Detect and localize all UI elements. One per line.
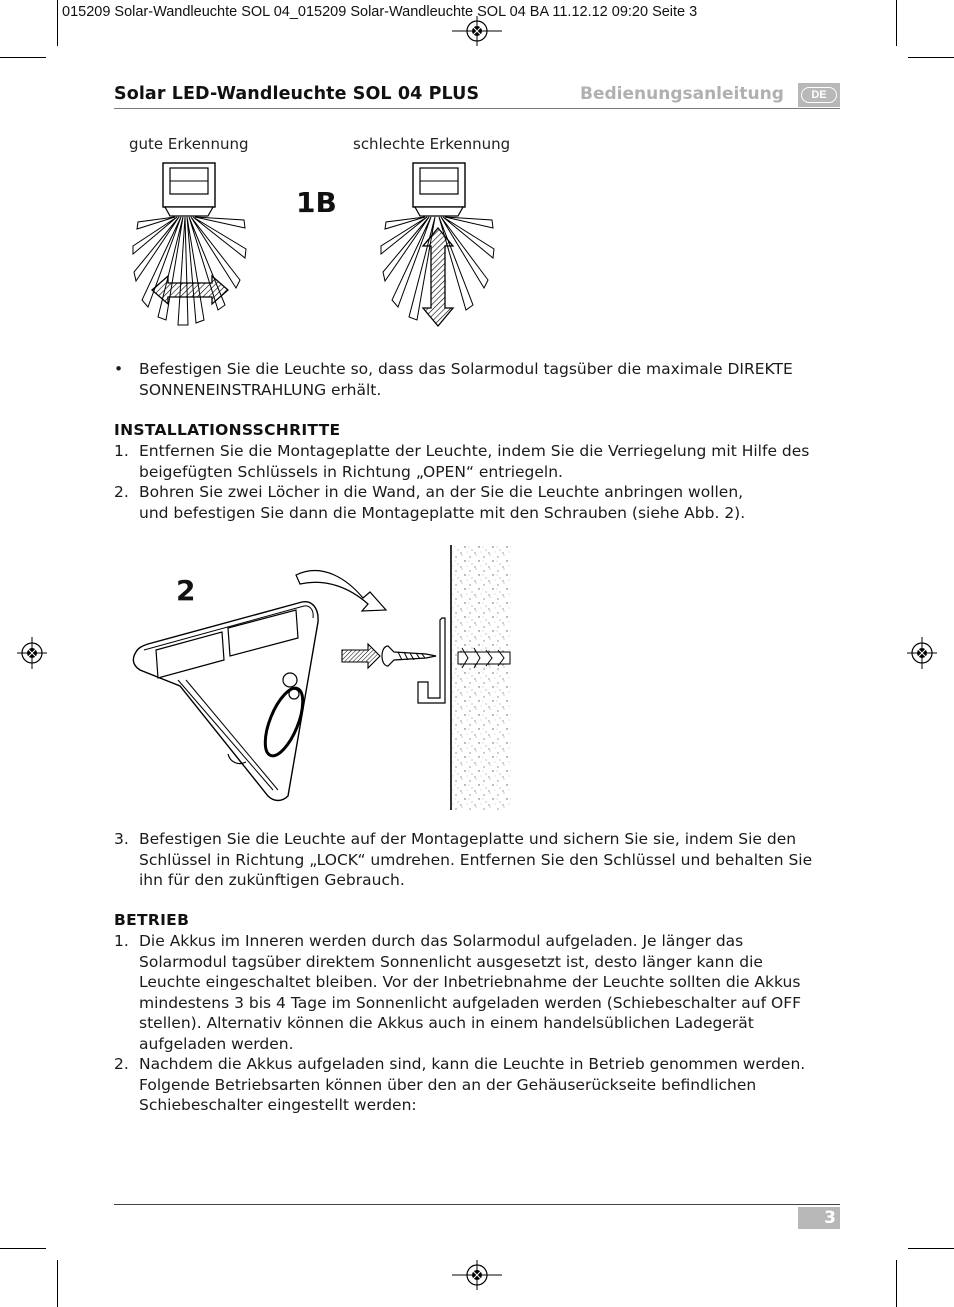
crop-mark [908, 1248, 954, 1249]
step-number: 3. [114, 830, 129, 848]
footer-rule [114, 1204, 840, 1205]
crop-mark [57, 0, 58, 46]
crop-mark [57, 1260, 58, 1307]
bullet-text: Befestigen Sie die Leuchte so, dass das Solarmodul tagsüber die maximale DIREKTE SONNENEINSTRAHLUNG erhält. [139, 360, 793, 399]
registration-mark-top [452, 16, 502, 46]
crop-mark [896, 1260, 897, 1307]
print-slug: 015209 Solar-Wandleuchte SOL 04_015209 Solar-Wandleuchte SOL 04 BA 11.12.12 09:20 Seite 3 [62, 4, 698, 20]
page-header-section: Bedienungsanleitung [580, 84, 784, 104]
step-number: 2. [114, 483, 129, 501]
step-text: Nachdem die Akkus aufgeladen sind, kann die Leuchte in Betrieb genommen werden. Folgende Betriebsarten können über den an der Gehäuserückseite befindlichen Schiebeschalter eingestellt werden: [139, 1055, 806, 1114]
crop-mark [908, 57, 954, 58]
illustration-mounting [118, 540, 518, 815]
crop-mark [0, 57, 46, 58]
crop-mark [896, 0, 897, 46]
registration-mark-right [907, 637, 937, 669]
step-number: 2. [114, 1055, 129, 1073]
page-header-title: Solar LED-Wandleuchte SOL 04 PLUS [114, 84, 480, 104]
heading-installation: INSTALLATIONSSCHRITTE [114, 421, 341, 439]
registration-mark-left [17, 637, 47, 669]
step-text: Die Akkus im Inneren werden durch das Solarmodul aufgeladen. Je länger das Solarmodul tagsüber direktem Sonnenlicht ausgesetzt ist, desto länger kann die Leuchte eingeschaltet bleiben. Vor der Inbetriebnahme der Leuchte sollten die Akkus mindestens 3 bis 4 Tage im Sonnenlicht aufgeladen werden (Schiebeschalter auf OFF stellen). Alternativ können die Akkus auch in einem handelsüblichen Ladegerät aufgeladen werden. [139, 932, 802, 1053]
figure-label-2: 2 [176, 574, 196, 607]
step-number: 1. [114, 442, 129, 460]
caption-good-detection: gute Erkennung [129, 135, 249, 153]
figure-label-1b: 1B [296, 186, 337, 219]
page-number: 3 [798, 1207, 840, 1229]
step-text-line-2: und befestigen Sie dann die Montageplatte mit den Schrauben (siehe Abb. 2). [139, 503, 746, 522]
illustration-good-detection [130, 160, 250, 330]
step-text: Entfernen Sie die Montageplatte der Leuchte, indem Sie die Verriegelung mit Hilfe des beigefügten Schlüssels in Richtung „OPEN“ entriegeln. [139, 442, 810, 481]
illustration-bad-detection [378, 160, 498, 330]
step-text: Befestigen Sie die Leuchte auf der Montageplatte und sichern Sie sie, indem Sie den Schlüssel in Richtung „LOCK“ umdrehen. Entfernen Sie den Schlüssel und behalten Sie ihn für den zukünftigen Gebrauch. [139, 830, 813, 889]
crop-mark [0, 1248, 46, 1249]
language-badge [798, 83, 840, 107]
language-badge-label: DE [801, 87, 837, 103]
step-text-line-1: Bohren Sie zwei Löcher in die Wand, an der Sie die Leuchte anbringen wollen, [139, 483, 744, 501]
header-rule [114, 108, 840, 109]
bullet-marker: • [114, 360, 124, 378]
caption-bad-detection: schlechte Erkennung [353, 135, 511, 153]
heading-betrieb: BETRIEB [114, 911, 190, 929]
registration-mark-bottom [452, 1260, 502, 1290]
step-text [139, 482, 839, 523]
step-number: 1. [114, 932, 129, 950]
